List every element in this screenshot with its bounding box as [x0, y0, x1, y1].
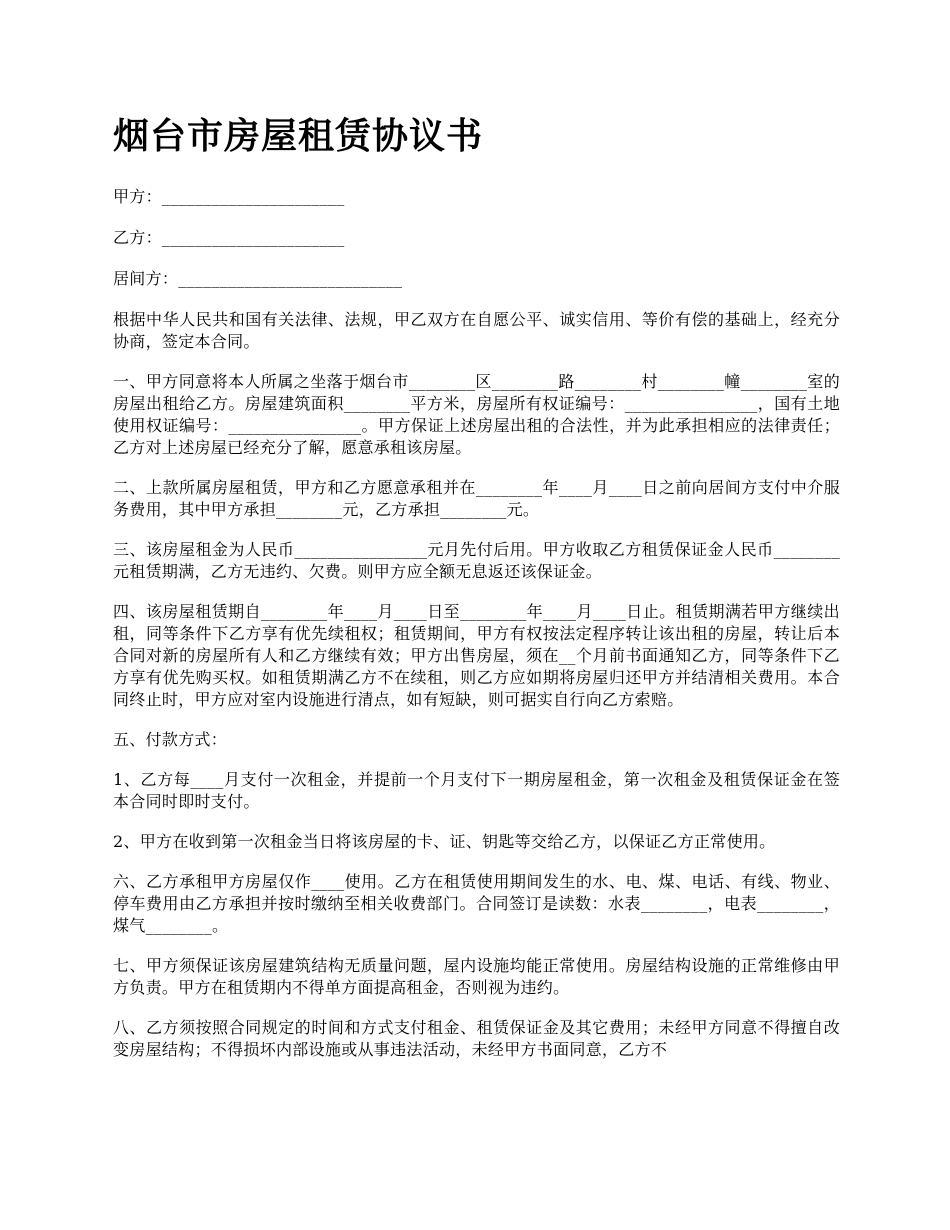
party-b-line: 乙方：______________________	[113, 228, 345, 247]
document-body	[113, 110, 840, 1079]
clause-1: 一、甲方同意将本人所属之坐落于烟台市________区________路________村________幢________室的房屋出租给乙方。房屋建筑面积________平方米，房屋所有权证编号：________________，国有土地使用权证编号：________________。甲方保证上述房屋出租的合法性，并为此承担相应的法律责任；乙方对上述房屋已经充分了解，愿意承租该房屋。	[113, 372, 840, 457]
clause-8: 八、乙方须按照合同规定的时间和方式支付租金、租赁保证金及其它费用；未经甲方同意不得擅自改变房屋结构；不得损坏内部设施或从事违法活动，未经甲方书面同意，乙方不	[113, 1018, 840, 1059]
party-a-line: 甲方：______________________	[113, 187, 345, 206]
preamble-paragraph: 根据中华人民共和国有关法律、法规，甲乙双方在自愿公平、诚实信用、等价有偿的基础上，经充分协商，签定本合同。	[113, 310, 840, 351]
clause-7: 七、甲方须保证该房屋建筑结构无质量问题，屋内设施均能正常使用。房屋结构设施的正常维修由甲方负责。甲方在租赁期内不得单方面提高租金，否则视为违约。	[113, 956, 840, 997]
clause-5-item-2: 2、甲方在收到第一次租金当日将该房屋的卡、证、钥匙等交给乙方，以保证乙方正常使用。	[113, 832, 776, 851]
clause-5-heading: 五、付款方式：	[113, 730, 228, 749]
clause-6: 六、乙方承租甲方房屋仅作____使用。乙方在租赁使用期间发生的水、电、煤、电话、有线、物业、停车费用由乙方承担并按时缴纳至相关收费部门。合同签订是读数：水表________，电表________，煤气________。	[113, 872, 840, 935]
intermediary-line: 居间方：___________________________	[113, 269, 403, 288]
clause-5-item-1: 1、乙方每____月支付一次租金，并提前一个月支付下一期房屋租金，第一次租金及租赁保证金在签本合同时即时支付。	[113, 770, 840, 811]
clause-4: 四、该房屋租赁期自________年____月____日至________年____月____日止。租赁期满若甲方继续出租，同等条件下乙方享有优先续租权；租赁期间，甲方有权按法定程序转让该出租的房屋，转让后本合同对新的房屋所有人和乙方继续有效；甲方出售房屋，须在__个月前书面通知乙方，同等条件下乙方享有优先购买权。如租赁期满乙方不在续租，则乙方应如期将房屋归还甲方并结清相关费用。本合同终止时，甲方应对室内设施进行清点，如有短缺，则可据实自行向乙方索赔。	[113, 602, 840, 709]
document-title: 烟台市房屋租赁协议书	[113, 115, 484, 157]
clause-3: 三、该房屋租金为人民币________________元月先付后用。甲方收取乙方租赁保证金人民币________元租赁期满，乙方无违约、欠费。则甲方应全额无息返还该保证金。	[113, 540, 840, 581]
clause-2: 二、上款所属房屋租赁，甲方和乙方愿意承租并在________年____月____日之前向居间方支付中介服务费用，其中甲方承担________元，乙方承担________元。	[113, 478, 840, 519]
